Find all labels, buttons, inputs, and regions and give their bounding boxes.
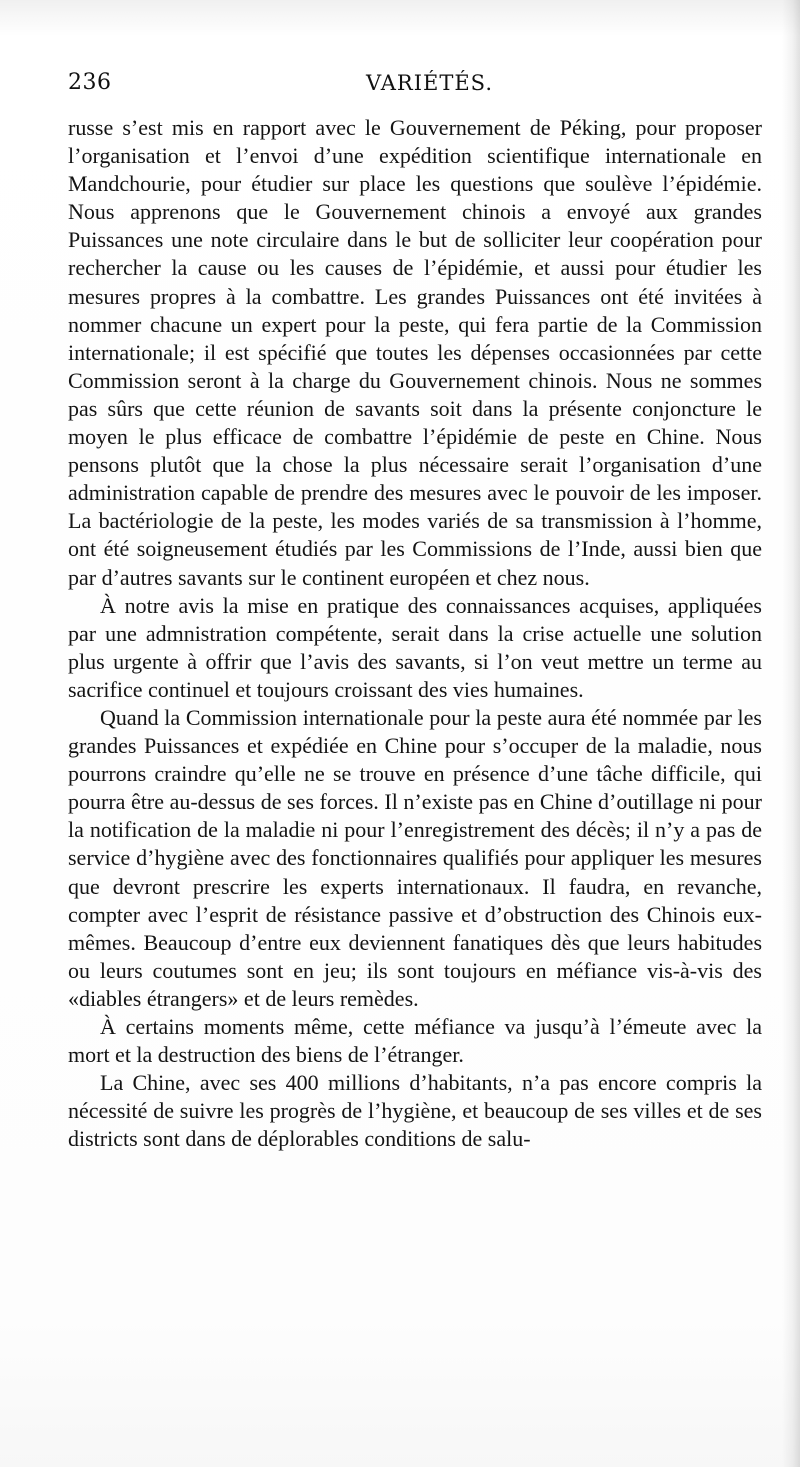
page-number: 236: [68, 70, 112, 95]
scan-top-shading: [0, 0, 800, 36]
page-header: [68, 68, 752, 98]
paragraph-3: Quand la Commission internationale pour la peste aura été nommée par les grandes Puissances et expédiée en Chine pour s’occuper de la maladie, nous pourrons craindre qu’elle ne se trouve en présence d’une tâche difficile, qui pourra être au-dessus de ses forces. Il n’existe pas en Chine d’outillage ni pour la notification de la maladie ni pour l’enregistrement des décès; il n’y a pas de service d’hygiène avec des fonctionnaires qualifiés pour appliquer les mesures que devront prescrire les experts internationaux. Il faudra, en revanche, compter avec l’esprit de résistance passive et d’obstruction des Chinois eux-mêmes. Beaucoup d’entre eux deviennent fanatiques dès que leurs habitudes ou leurs coutumes sont en jeu; ils sont toujours en méfiance vis-à-vis des «diables étrangers» et de leurs remèdes.: [68, 704, 762, 1011]
body-text: [68, 114, 762, 1153]
paragraph-2: À notre avis la mise en pratique des connaissances acquises, appliquées par une admnistration compétente, serait dans la crise actuelle une solution plus urgente à offrir que l’avis des savants, si l’on veut mettre un terme au sacrifice continuel et toujours croissant des vies humaines.: [68, 592, 762, 702]
paragraph-5: La Chine, avec ses 400 millions d’habitants, n’a pas encore compris la nécessité de suivre les progrès de l’hygiène, et beaucoup de ses villes et de ses districts sont dans de déplorables conditions de salu-: [68, 1070, 762, 1152]
running-head: VARIÉTÉS.: [366, 71, 493, 95]
paragraph-4: À certains moments même, cette méfiance va jusqu’à l’émeute avec la mort et la destruction des biens de l’étranger.: [68, 1014, 762, 1068]
paragraph-1: russe s’est mis en rapport avec le Gouvernement de Péking, pour proposer l’organisation et l’envoi d’une expédition scientifique internationale en Mandchourie, pour étudier sur place les questions que soulève l’épidémie. Nous apprenons que le Gouvernement chinois a envoyé aux grandes Puissances une note circulaire dans le but de solliciter leur coopération pour rechercher la cause ou les causes de l’épidémie, et aussi pour étudier les mesures propres à la combattre. Les grandes Puissances ont été invitées à nommer chacune un expert pour la peste, qui fera partie de la Commission internationale; il est spécifié que toutes les dépenses occasionnées par cette Commission seront à la charge du Gouvernement chinois. Nous ne sommes pas sûrs que cette réunion de savants soit dans la présente conjoncture le moyen le plus efficace de combattre l’épidémie de peste en Chine. Nous pensons plutôt que la chose la plus nécessaire serait l’organisation d’une administration capable de prendre des mesures avec le pouvoir de les imposer. La bactériologie de la peste, les modes variés de sa transmission à l’homme, ont été soigneusement étudiés par les Commissions de l’Inde, aussi bien que par d’autres savants sur le continent européen et chez nous.: [68, 115, 762, 590]
scan-edge-shadow: [782, 0, 800, 1467]
